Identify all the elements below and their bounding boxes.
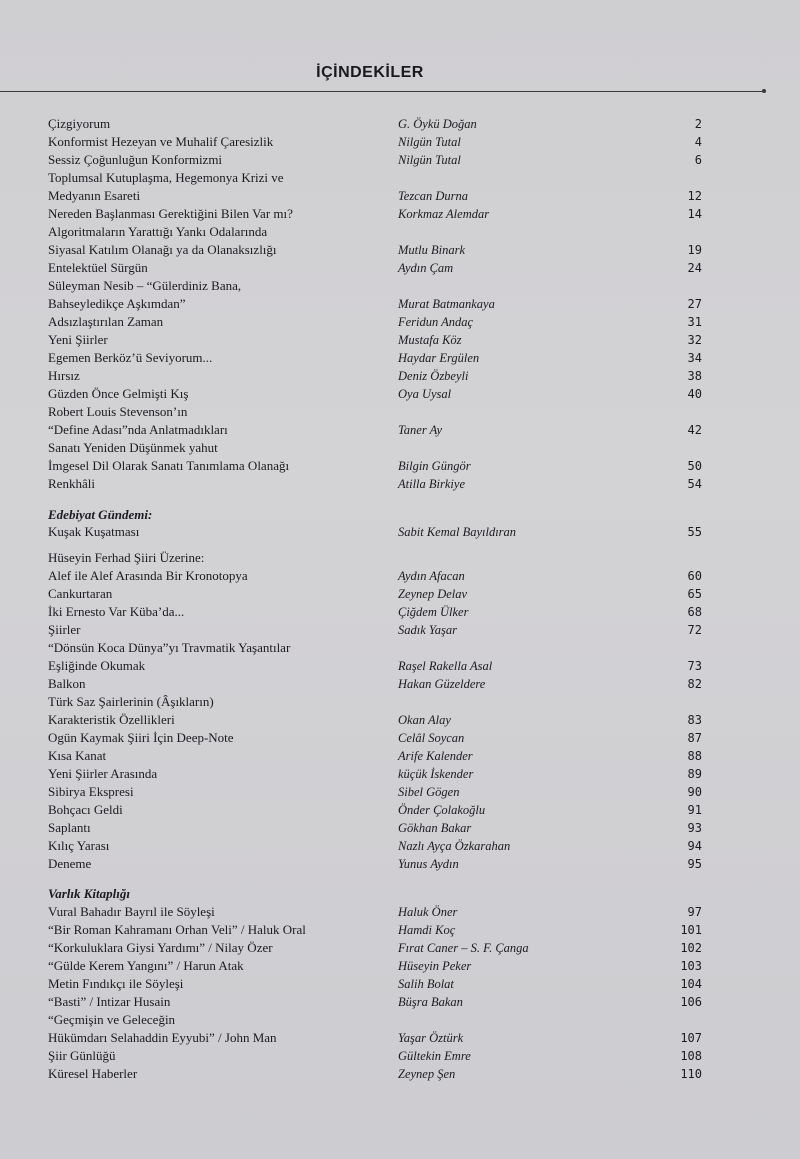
entry-title: Kuşak Kuşatması xyxy=(48,524,140,539)
toc-entry xyxy=(0,277,800,295)
toc-entry xyxy=(0,1029,800,1047)
entry-author: Fırat Caner – S. F. Çanga xyxy=(398,941,529,955)
entry-title: Sanatı Yeniden Düşünmek yahut xyxy=(48,440,218,455)
entry-page: 55 xyxy=(687,525,702,539)
entry-page: 94 xyxy=(687,839,702,853)
entry-page: 68 xyxy=(687,605,702,619)
entry-author: Nilgün Tutal xyxy=(398,135,461,149)
entry-title: “Gülde Kerem Yangını” / Harun Atak xyxy=(48,958,244,973)
entry-author: Okan Alay xyxy=(398,713,451,727)
toc-entry xyxy=(0,993,800,1011)
entry-page: 40 xyxy=(687,387,702,401)
toc-entry xyxy=(0,439,800,457)
entry-title: Süleyman Nesib – “Gülerdiniz Bana, xyxy=(48,278,242,293)
entry-title: Hüseyin Ferhad Şiiri Üzerine: xyxy=(48,550,205,565)
toc-entry xyxy=(0,331,800,349)
entry-author: Oya Uysal xyxy=(398,387,452,401)
toc-entry xyxy=(0,187,800,205)
toc-entry xyxy=(0,711,800,729)
toc-entry xyxy=(0,151,800,169)
entry-title: Şiirler xyxy=(48,622,81,637)
toc-entry xyxy=(0,457,800,475)
entry-title: “Basti” / Intizar Husain xyxy=(48,994,171,1009)
entry-author: Önder Çolakoğlu xyxy=(398,803,486,817)
entry-author: Raşel Rakella Asal xyxy=(398,659,493,673)
toc-entry xyxy=(0,639,800,657)
toc-entry xyxy=(0,693,800,711)
entry-title: Siyasal Katılım Olanağı ya da Olanaksızlığı xyxy=(48,242,277,257)
toc-entry xyxy=(0,385,800,403)
entry-page: 19 xyxy=(687,243,702,257)
entry-title: Hükümdarı Selahaddin Eyyubi” / John Man xyxy=(48,1030,277,1045)
toc-entry xyxy=(0,921,800,939)
entry-author: Bilgin Güngör xyxy=(398,459,471,473)
toc-entry xyxy=(0,259,800,277)
entry-title: Bahseyledikçe Aşkımdan” xyxy=(48,296,186,311)
entry-title: Nereden Başlanması Gerektiğini Bilen Var mı? xyxy=(48,206,293,221)
entry-author: Deniz Özbeyli xyxy=(398,369,469,383)
entry-page: 102 xyxy=(680,941,702,955)
entry-title: Vural Bahadır Bayrıl ile Söyleşi xyxy=(48,904,215,919)
toc-entry xyxy=(0,837,800,855)
entry-page: 88 xyxy=(687,749,702,763)
entry-title: Konformist Hezeyan ve Muhalif Çaresizlik xyxy=(48,134,274,149)
entry-page: 60 xyxy=(687,569,702,583)
entry-page: 50 xyxy=(687,459,702,473)
entry-page: 27 xyxy=(687,297,702,311)
entry-title: Şiir Günlüğü xyxy=(48,1048,116,1063)
entry-title: Yeni Şiirler Arasında xyxy=(48,766,158,781)
page-title: İÇİNDEKİLER xyxy=(316,64,424,81)
entry-title: Yeni Şiirler xyxy=(48,332,108,347)
toc-entry xyxy=(0,115,800,133)
toc-entry xyxy=(0,675,800,693)
toc-entry xyxy=(0,903,800,921)
entry-page: 2 xyxy=(694,117,702,131)
entry-author: Yaşar Öztürk xyxy=(398,1031,464,1045)
entry-page: 89 xyxy=(687,767,702,781)
entry-page: 32 xyxy=(687,333,702,347)
entry-page: 106 xyxy=(680,995,702,1009)
entry-page: 14 xyxy=(687,207,702,221)
entry-title: “Define Adası”nda Anlatmadıkları xyxy=(48,422,228,437)
entry-title: Balkon xyxy=(48,676,86,691)
entry-author: Murat Batmankaya xyxy=(398,297,495,311)
toc-entry xyxy=(0,747,800,765)
entry-author: Hüseyin Peker xyxy=(398,959,472,973)
entry-author: Yunus Aydın xyxy=(398,857,459,871)
entry-page: 103 xyxy=(680,959,702,973)
toc-entry xyxy=(0,475,800,493)
entry-page: 101 xyxy=(680,923,702,937)
toc-entry xyxy=(0,621,800,639)
entry-author: Salih Bolat xyxy=(398,977,454,991)
entry-author: Korkmaz Alemdar xyxy=(398,207,490,221)
entry-page: 24 xyxy=(687,261,702,275)
entry-author: Aydın Çam xyxy=(398,261,454,275)
toc-entry xyxy=(0,783,800,801)
entry-author: Gökhan Bakar xyxy=(398,821,472,835)
entry-author: Sabit Kemal Bayıldıran xyxy=(398,525,517,539)
entry-author: küçük İskender xyxy=(398,767,474,781)
toc-entry xyxy=(0,975,800,993)
entry-title: “Bir Roman Kahramanı Orhan Veli” / Haluk Oral xyxy=(48,922,306,937)
toc-entry xyxy=(0,1011,800,1029)
entry-title: Alef ile Alef Arasında Bir Kronotopya xyxy=(48,568,248,583)
entry-author: Nazlı Ayça Özkarahan xyxy=(398,839,511,853)
entry-title: Kılıç Yarası xyxy=(48,838,110,853)
entry-author: G. Öykü Doğan xyxy=(398,117,477,131)
toc-entry xyxy=(0,855,800,873)
entry-page: 107 xyxy=(680,1031,702,1045)
entry-title: Küresel Haberler xyxy=(48,1066,138,1081)
toc-entry xyxy=(0,241,800,259)
entry-page: 104 xyxy=(680,977,702,991)
entry-author: Zeynep Şen xyxy=(398,1067,456,1081)
entry-author: Atilla Birkiye xyxy=(398,477,465,491)
entry-page: 95 xyxy=(687,857,702,871)
toc-entry xyxy=(0,169,800,187)
toc-entry xyxy=(0,801,800,819)
entry-title: “Dönsün Koca Dünya”yı Travmatik Yaşantılar xyxy=(48,640,291,655)
toc-entry xyxy=(0,295,800,313)
entry-title: Sibirya Ekspresi xyxy=(48,784,134,799)
entry-title: Güzden Önce Gelmişti Kış xyxy=(48,386,189,401)
toc-entry xyxy=(0,313,800,331)
entry-author: Mutlu Binark xyxy=(398,243,466,257)
toc-entry xyxy=(0,367,800,385)
entry-author: Mustafa Köz xyxy=(398,333,462,347)
toc-entry xyxy=(0,1047,800,1065)
entry-page: 73 xyxy=(687,659,702,673)
entry-title: Entelektüel Sürgün xyxy=(48,260,148,275)
entry-page: 38 xyxy=(687,369,702,383)
entry-author: Haydar Ergülen xyxy=(398,351,480,365)
entry-title: Çizgiyorum xyxy=(48,116,111,131)
entry-page: 87 xyxy=(687,731,702,745)
entry-author: Zeynep Delav xyxy=(398,587,468,601)
toc-entry xyxy=(0,657,800,675)
entry-title: Ogün Kaymak Şiiri İçin Deep-Note xyxy=(48,730,234,745)
entry-page: 34 xyxy=(687,351,702,365)
toc-entry xyxy=(0,223,800,241)
entry-title: Karakteristik Özellikleri xyxy=(48,712,175,727)
toc-entry xyxy=(0,133,800,151)
entry-title: “Korkuluklara Giysi Yardımı” / Nilay Özer xyxy=(48,940,273,955)
toc-entry xyxy=(0,1065,800,1083)
toc-entry xyxy=(0,585,800,603)
toc-entry xyxy=(0,523,800,541)
entry-author: Celâl Soycan xyxy=(398,731,465,745)
toc-entry xyxy=(0,403,800,421)
toc-entry xyxy=(0,205,800,223)
entry-title: Bohçacı Geldi xyxy=(48,802,123,817)
entry-title: Sessiz Çoğunluğun Konformizmi xyxy=(48,152,223,167)
entry-author: Nilgün Tutal xyxy=(398,153,461,167)
entry-author: Gültekin Emre xyxy=(398,1049,471,1063)
entry-title: Hırsız xyxy=(48,368,80,383)
entry-title: Cankurtaran xyxy=(48,586,113,601)
entry-title: Eşliğinde Okumak xyxy=(48,658,146,673)
entry-author: Aydın Afacan xyxy=(398,569,465,583)
entry-author: Sibel Gögen xyxy=(398,785,460,799)
entry-page: 6 xyxy=(694,153,702,167)
entry-page: 83 xyxy=(687,713,702,727)
entry-page: 91 xyxy=(687,803,702,817)
entry-title: Renkhâli xyxy=(48,476,95,491)
entry-title: Metin Fındıkçı ile Söyleşi xyxy=(48,976,184,991)
section-heading: Edebiyat Gündemi: xyxy=(48,507,153,522)
entry-title: Egemen Berköz’ü Seviyorum... xyxy=(48,350,213,365)
entry-author: Feridun Andaç xyxy=(398,315,474,329)
toc-entry xyxy=(0,957,800,975)
entry-page: 54 xyxy=(687,477,702,491)
entry-page: 42 xyxy=(687,423,702,437)
entry-title: Medyanın Esareti xyxy=(48,188,141,203)
entry-page: 31 xyxy=(687,315,702,329)
toc-entry xyxy=(0,349,800,367)
entry-title: İki Ernesto Var Küba’da... xyxy=(48,604,185,619)
entry-author: Taner Ay xyxy=(398,423,443,437)
entry-author: Haluk Öner xyxy=(398,905,458,919)
entry-author: Çiğdem Ülker xyxy=(398,605,469,619)
toc-entry xyxy=(0,939,800,957)
toc-entry xyxy=(0,567,800,585)
entry-author: Arife Kalender xyxy=(398,749,473,763)
section-heading: Varlık Kitaplığı xyxy=(48,886,130,901)
toc-entry xyxy=(0,603,800,621)
entry-page: 65 xyxy=(687,587,702,601)
entry-title: Toplumsal Kutuplaşma, Hegemonya Krizi ve xyxy=(48,170,284,185)
toc-entry xyxy=(0,549,800,567)
toc-entry xyxy=(0,765,800,783)
entry-page: 72 xyxy=(687,623,702,637)
toc-entry xyxy=(0,819,800,837)
entry-title: Saplantı xyxy=(48,820,91,835)
entry-title: Robert Louis Stevenson’ın xyxy=(48,404,188,419)
entry-author: Hakan Güzeldere xyxy=(398,677,486,691)
toc-entry xyxy=(0,729,800,747)
entry-title: Adsızlaştırılan Zaman xyxy=(48,314,164,329)
entry-author: Tezcan Durna xyxy=(398,189,469,203)
toc-entry xyxy=(0,421,800,439)
entry-page: 12 xyxy=(687,189,702,203)
entry-page: 93 xyxy=(687,821,702,835)
entry-title: “Geçmişin ve Geleceğin xyxy=(48,1012,176,1027)
entry-title: Kısa Kanat xyxy=(48,748,107,763)
entry-title: Deneme xyxy=(48,856,92,871)
entry-page: 4 xyxy=(694,135,702,149)
entry-page: 90 xyxy=(687,785,702,799)
entry-page: 97 xyxy=(687,905,702,919)
entry-author: Hamdi Koç xyxy=(398,923,456,937)
entry-title: İmgesel Dil Olarak Sanatı Tanımlama Olanağı xyxy=(48,458,290,473)
entry-title: Türk Saz Şairlerinin (Âşıkların) xyxy=(48,694,214,709)
entry-title: Algoritmaların Yarattığı Yankı Odalarında xyxy=(48,224,268,239)
entry-author: Büşra Bakan xyxy=(398,995,463,1009)
entry-page: 110 xyxy=(680,1067,702,1081)
entry-page: 82 xyxy=(687,677,702,691)
entry-page: 108 xyxy=(680,1049,702,1063)
entry-author: Sadık Yaşar xyxy=(398,623,457,637)
